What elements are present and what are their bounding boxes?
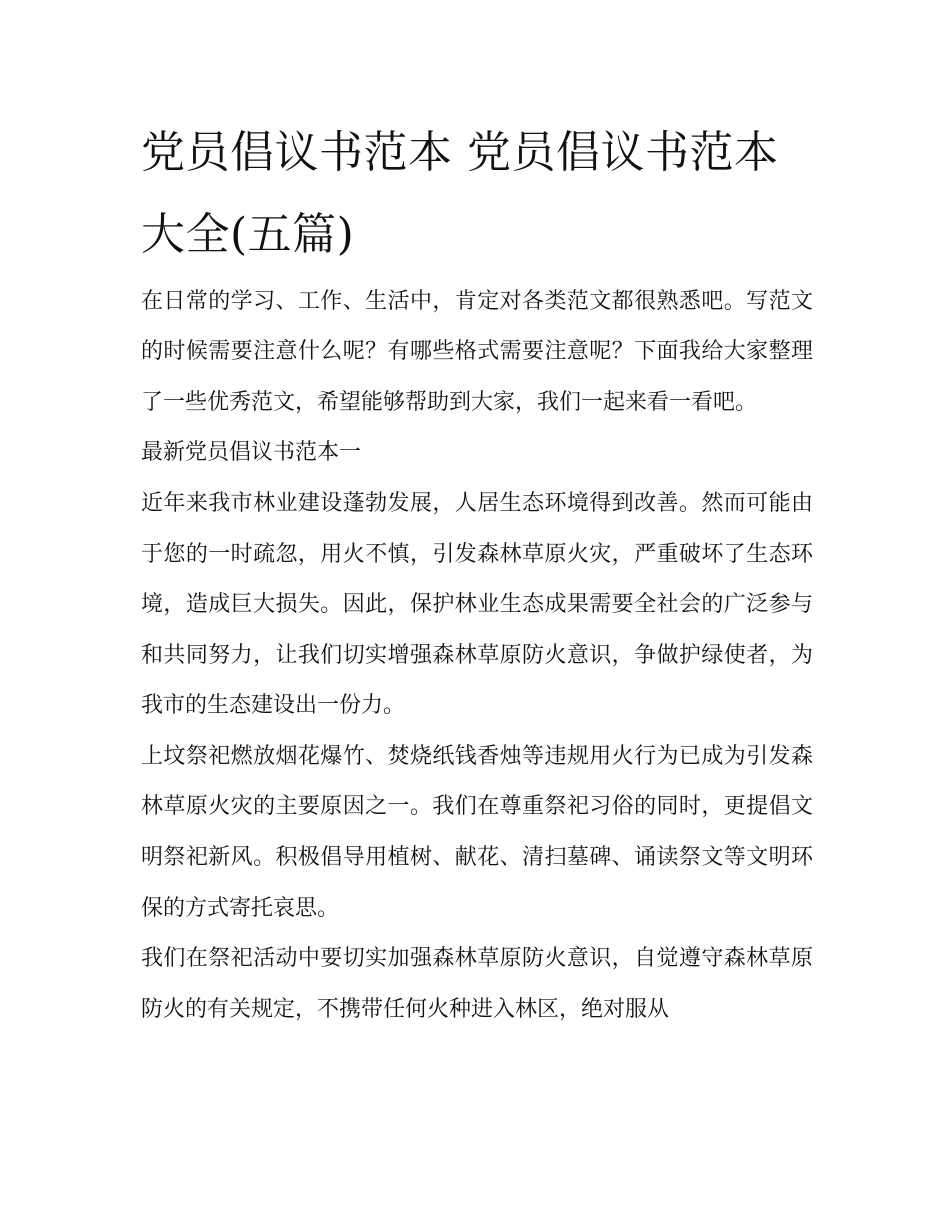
intro-paragraph: 在日常的学习、工作、生活中，肯定对各类范文都很熟悉吧。写范文的时候需要注意什么呢？有哪些格式需要注意呢？下面我给大家整理了一些优秀范文，希望能够帮助到大家，我们一起来看一看吧。 [141,288,813,415]
body-paragraph: 我们在祭祀活动中要切实加强森林草原防火意识，自觉遵守森林草原防火的有关规定，不携带任何火种进入林区，绝对服从 [141,946,813,1022]
document-title: 党员倡议书范本 党员倡议书范本大全(五篇) [141,127,779,261]
body-paragraph: 上坟祭祀燃放烟花爆竹、焚烧纸钱香烛等违规用火行为已成为引发森林草原火灾的主要原因之一。我们在尊重祭祀习俗的同时，更提倡文明祭祀新风。积极倡导用植树、献花、清扫墓碑、诵读祭文等文明环保的方式寄托哀思。 [141,743,813,921]
document-page [141,112,813,1035]
body-paragraph: 近年来我市林业建设蓬勃发展，人居生态环境得到改善。然而可能由于您的一时疏忽，用火不慎，引发森林草原火灾，严重破坏了生态环境，造成巨大损失。因此，保护林业生态成果需要全社会的广泛参与和共同努力，让我们切实增强森林草原防火意识，争做护绿使者，为我市的生态建设出一份力。 [141,490,813,719]
section-heading: 最新党员倡议书范本一 [141,440,362,466]
